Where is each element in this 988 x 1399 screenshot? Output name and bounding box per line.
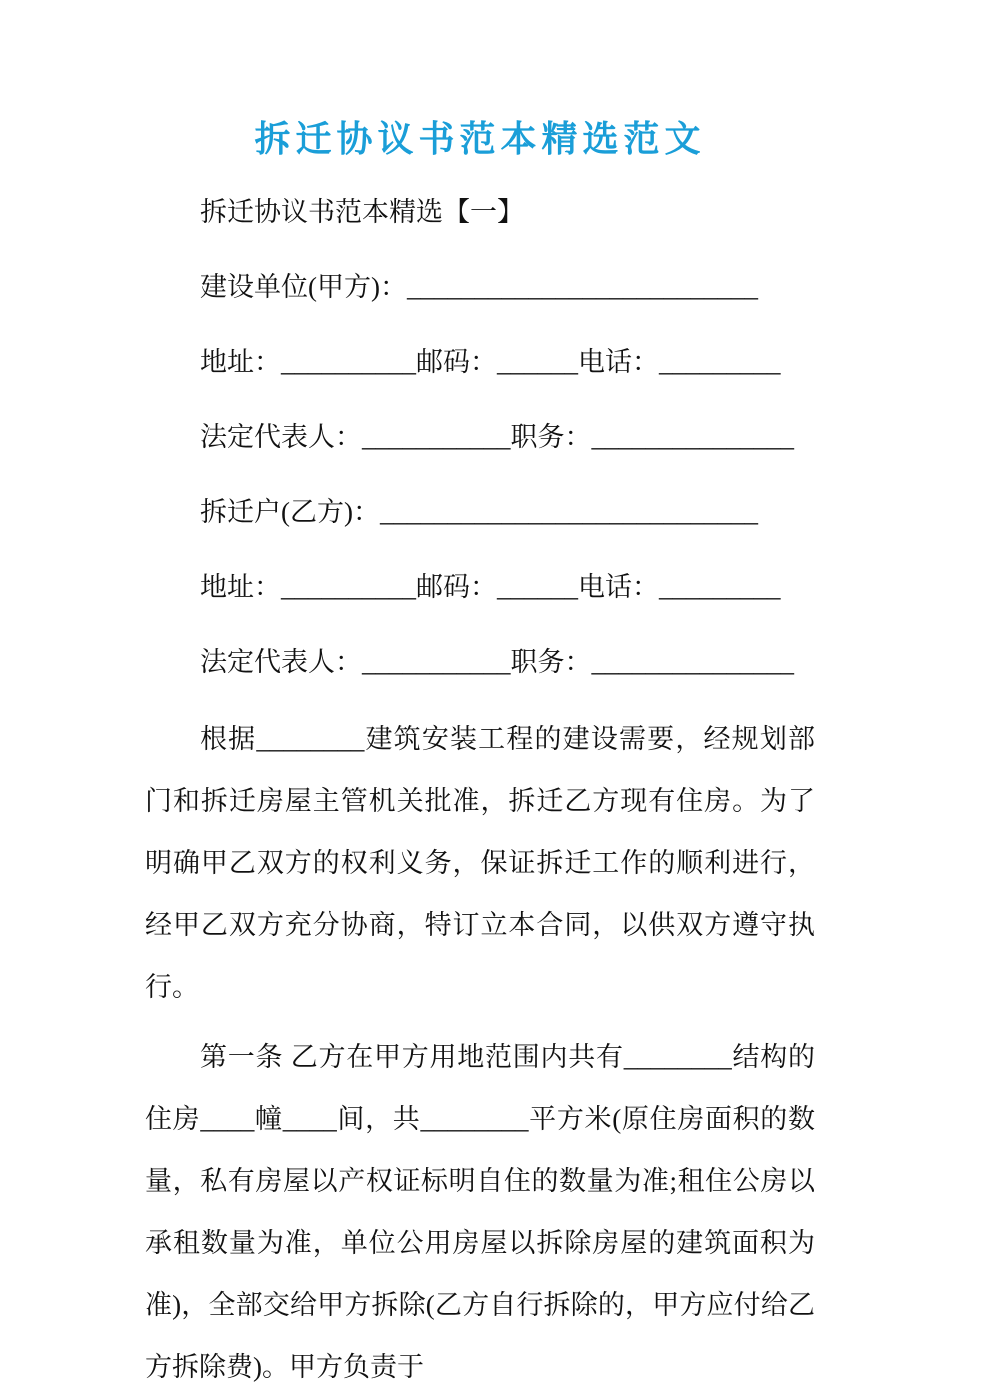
form-line-address-postcode-phone-2: 地址：__________邮码：______电话：_________ — [200, 572, 781, 602]
form-line-legal-representative-1: 法定代表人：___________职务：_______________ — [200, 422, 794, 452]
document-title: 拆迁协议书范本精选范文 — [254, 119, 706, 159]
paragraph-preamble: 根据________建筑安装工程的建设需要，经规划部门和拆迁房屋主管机关批准，拆迁乙方现有住房。为了明确甲乙双方的权利义务，保证拆迁工作的顺利进行，经甲乙双方充分协商，特订立本合同，以供双方遵守执行。 — [145, 724, 815, 1002]
form-line-address-postcode-phone-1: 地址：__________邮码：______电话：_________ — [200, 347, 781, 377]
form-line-builder-party-a: 建设单位(甲方)：__________________________ — [200, 272, 758, 302]
form-line-demolished-household-party-b: 拆迁户(乙方)：____________________________ — [200, 497, 758, 527]
paragraph-article-one: 第一条 乙方在甲方用地范围内共有________结构的住房____幢____间，共________平方米(原住房面积的数量，私有房屋以产权证标明自住的数量为准;租住公房以承租数量为准，单位公用房屋以拆除房屋的建筑面积为准)，全部交给甲方拆除(乙方自行拆除的，甲方应付给乙方拆除费)。甲方负责于 — [145, 1042, 815, 1382]
form-line-legal-representative-2: 法定代表人：___________职务：_______________ — [200, 647, 794, 677]
section-heading: 拆迁协议书范本精选【一】 — [200, 197, 524, 227]
